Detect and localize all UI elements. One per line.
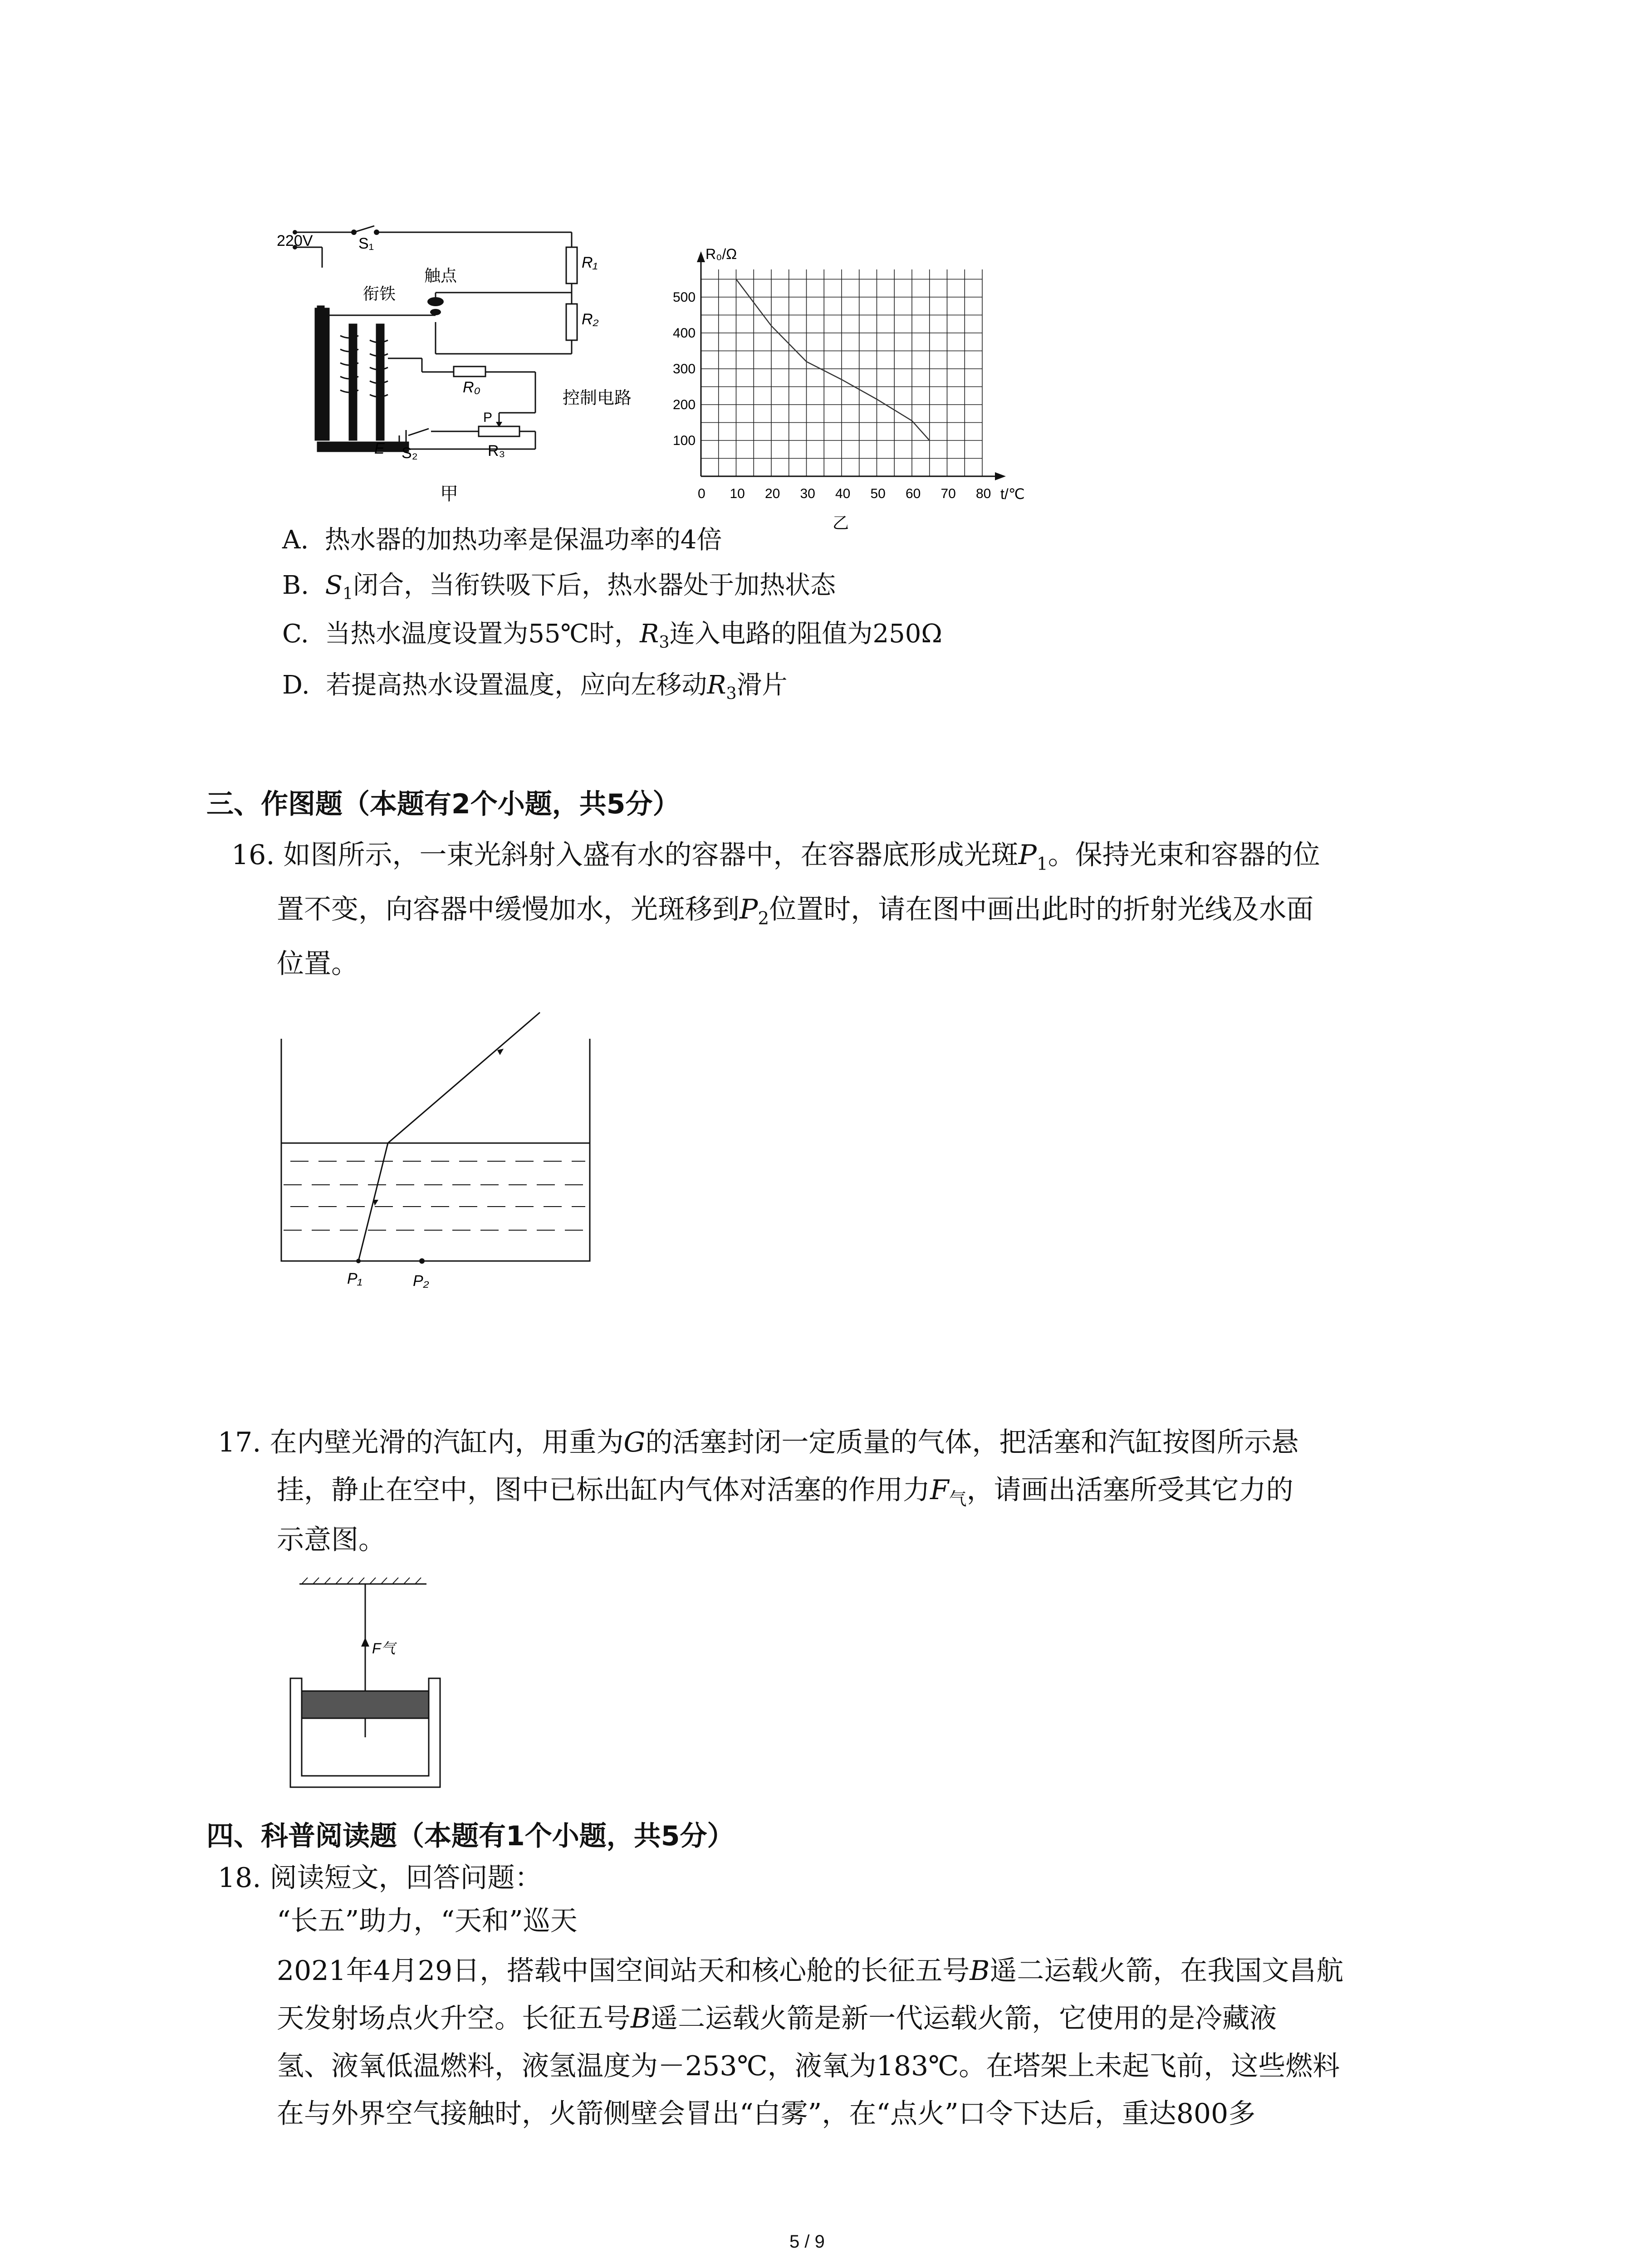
x-tick-label: 20 (765, 486, 780, 501)
section-3-title: 三、作图题（本题有2个小题，共5分） (206, 788, 680, 820)
y-axis-label: R₀/Ω (705, 246, 737, 262)
r0-label: R₀ (463, 379, 480, 396)
y-tick-label: 100 (673, 433, 696, 448)
control-circuit-label: 控制电路 (563, 389, 632, 408)
p2-label: P₂ (413, 1272, 429, 1290)
e-label: E (374, 440, 385, 457)
r0-temperature-chart (671, 222, 1080, 531)
x-tick-label: 0 (698, 486, 705, 501)
q18-intro: 18. 阅读短文，回答问题： (218, 1862, 542, 1894)
option-c: C. 当热水温度设置为55℃时，$R_3$连入电路的阻值为250Ω (282, 619, 942, 652)
y-tick-label: 500 (673, 290, 696, 305)
chart-caption: 乙 (833, 513, 849, 531)
water-container-figure (272, 1007, 599, 1315)
voltage-label: 220V (277, 232, 313, 249)
x-tick-label: 30 (800, 486, 815, 501)
x-axis-arrow (995, 472, 1006, 480)
x-tick-label: 70 (941, 486, 956, 501)
x-tick-label: 80 (976, 486, 991, 501)
s1-label: S₁ (358, 235, 374, 252)
figure-jia-caption: 甲 (440, 484, 458, 504)
q18-p4: 在与外界空气接触时，火箭侧壁会冒出“白雾”，在“点火”口令下达后，重达800多 (277, 2098, 1256, 2130)
option-d: D. 若提高热水设置温度，应向左移动$R_3$滑片 (282, 670, 788, 704)
x-tick-label: 10 (730, 486, 745, 501)
r3-label: R₃ (488, 442, 505, 459)
x-tick-label: 50 (870, 486, 886, 501)
contact-label: 触点 (424, 266, 457, 285)
q17-line1: 17. 在内壁光滑的汽缸内，用重为G的活塞封闭一定质量的气体，把活塞和汽缸按图所示悬 (218, 1427, 1299, 1458)
s2-label: S₂ (402, 445, 418, 462)
r1-label: R₁ (582, 254, 598, 271)
gas-force-label: F气 (372, 1640, 396, 1657)
q16-line2: 置不变，向容器中缓慢加水，光斑移到$P_2$位置时，请在图中画出此时的折射光线及水面 (277, 894, 1314, 929)
q18-p1: 2021年4月29日，搭载中国空间站天和核心舱的长征五号B遥二运载火箭，在我国文昌航 (277, 1955, 1344, 1987)
p-label: P (483, 410, 493, 425)
q18-heading: “长五”助力，“天和”巡天 (277, 1905, 578, 1937)
armature-label: 衔铁 (363, 284, 396, 303)
y-tick-label: 300 (673, 362, 696, 376)
r2-label: R₂ (582, 311, 599, 328)
y-axis-arrow (697, 251, 705, 262)
y-tick-label: 400 (673, 326, 696, 341)
q18-p2: 天发射场点火升空。长征五号B遥二运载火箭是新一代运载火箭，它使用的是冷藏液 (277, 2003, 1277, 2034)
x-axis-label: t/℃ (1000, 486, 1025, 502)
section-4-title: 四、科普阅读题（本题有1个小题，共5分） (206, 1820, 735, 1852)
x-tick-label: 40 (835, 486, 851, 501)
data-curve (736, 279, 930, 441)
q17-line3: 示意图。 (277, 1524, 386, 1556)
q16-line3: 位置。 (277, 948, 358, 980)
option-b: B. $S_1$闭合，当衔铁吸下后，热水器处于加热状态 (282, 571, 836, 604)
page-number: 5 / 9 (789, 2232, 825, 2252)
cylinder-figure (277, 1574, 467, 1792)
q17-line2: 挂，静止在空中，图中已标出缸内气体对活塞的作用力$F_气$，请画出活塞所受其它力的 (277, 1474, 1293, 1510)
q16-line1: 16. 如图所示，一束光斜射入盛有水的容器中，在容器底形成光斑$P_1$。保持光束和容器的位 (231, 839, 1320, 875)
p1-label: P₁ (347, 1270, 362, 1287)
q18-p3: 氢、液氧低温燃料，液氢温度为－253℃，液氧为183℃。在塔架上未起飞前，这些燃料 (277, 2050, 1340, 2082)
x-tick-label: 60 (906, 486, 921, 501)
circuit-figure (272, 222, 662, 508)
y-tick-label: 200 (673, 397, 696, 412)
option-a: A. 热水器的加热功率是保温功率的4倍 (282, 525, 722, 555)
